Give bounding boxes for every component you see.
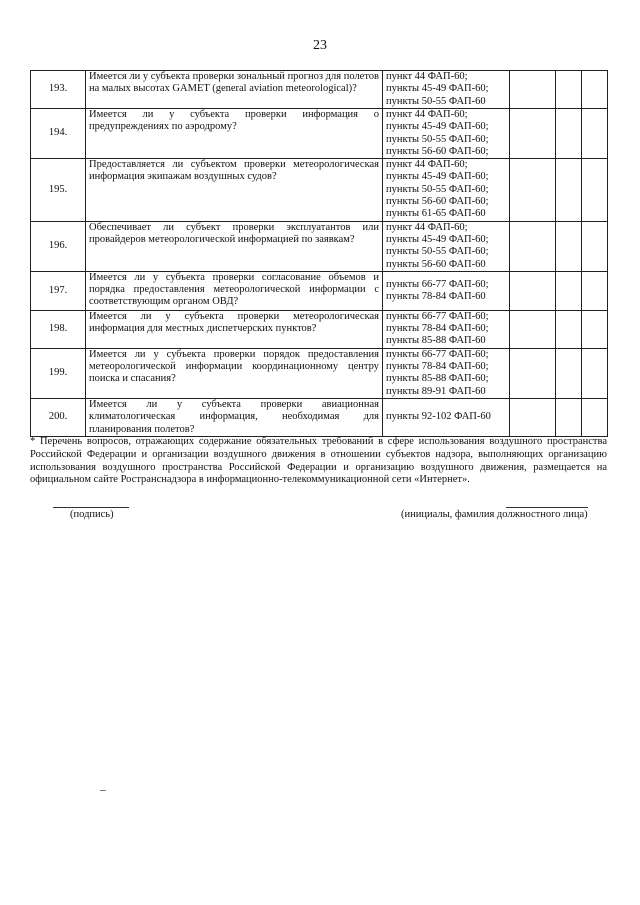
page-number: 23 <box>313 38 327 53</box>
requirement-refs: пункты 66-77 ФАП-60; пункты 78-84 ФАП-60; пункты 85-88 ФАП-60 <box>383 310 510 348</box>
question-text: Имеется ли у субъекта проверки метеорологическая информация для местных диспетчерских пунктов? <box>86 310 383 348</box>
answer-yes-cell[interactable] <box>510 310 556 348</box>
answer-no-cell[interactable] <box>556 310 582 348</box>
signature-line <box>53 507 129 508</box>
answer-yes-cell[interactable] <box>510 271 556 310</box>
table-row <box>31 399 608 437</box>
answer-na-cell[interactable] <box>582 310 608 348</box>
table-row <box>31 221 608 271</box>
row-number: 197. <box>31 271 86 310</box>
row-number: 198. <box>31 310 86 348</box>
requirement-refs: пункты 92-102 ФАП-60 <box>383 399 510 437</box>
answer-no-cell[interactable] <box>556 71 582 109</box>
requirement-refs: пункт 44 ФАП-60; пункты 45-49 ФАП-60; пункты 50-55 ФАП-60; пункты 56-60 ФАП-60; пункты 61-65 ФАП-60 <box>383 159 510 221</box>
answer-na-cell[interactable] <box>582 348 608 398</box>
answer-na-cell[interactable] <box>582 271 608 310</box>
answer-yes-cell[interactable] <box>510 71 556 109</box>
answer-na-cell[interactable] <box>582 71 608 109</box>
requirement-refs: пункт 44 ФАП-60; пункты 45-49 ФАП-60; пункты 50-55 ФАП-60; пункты 56-60 ФАП-60 <box>383 221 510 271</box>
answer-na-cell[interactable] <box>582 159 608 221</box>
name-caption: (инициалы, фамилия должностного лица) <box>401 509 588 520</box>
footnote: * Перечень вопросов, отражающих содержание обязательных требований в сфере использования воздушного пространства Российской Федерации и организации воздушного движения в отношении субъектов надзора, выполняющих организацию использования воздушного пространства Российской Федерации и организацию воздушного движения, размещается на официальном сайте Ространснадзора в информационно-телекоммуникационной сети «Интернет». <box>30 436 607 486</box>
answer-yes-cell[interactable] <box>510 399 556 437</box>
row-number: 199. <box>31 348 86 398</box>
requirement-refs: пункт 44 ФАП-60; пункты 45-49 ФАП-60; пункты 50-55 ФАП-60 <box>383 71 510 109</box>
name-line <box>506 507 588 508</box>
answer-no-cell[interactable] <box>556 348 582 398</box>
question-text: Предоставляется ли субъектом проверки метеорологическая информация экипажам воздушных судов? <box>86 159 383 221</box>
answer-yes-cell[interactable] <box>510 159 556 221</box>
table-row <box>31 348 608 398</box>
row-number: 193. <box>31 71 86 109</box>
table-row <box>31 159 608 221</box>
question-text: Имеется ли у субъекта проверки авиационная климатологическая информация, необходимая для планирования полетов? <box>86 399 383 437</box>
answer-yes-cell[interactable] <box>510 221 556 271</box>
answer-no-cell[interactable] <box>556 159 582 221</box>
table-row <box>31 109 608 159</box>
requirement-refs: пункты 66-77 ФАП-60; пункты 78-84 ФАП-60 <box>383 271 510 310</box>
answer-no-cell[interactable] <box>556 221 582 271</box>
question-text: Имеется ли у субъекта проверки зональный прогноз для полетов на малых высотах GAMET (general aviation meteorological)? <box>86 71 383 109</box>
checklist-table <box>30 70 608 437</box>
question-text: Имеется ли у субъекта проверки информация о предупреждениях по аэродрому? <box>86 109 383 159</box>
answer-yes-cell[interactable] <box>510 348 556 398</box>
table-row <box>31 271 608 310</box>
answer-na-cell[interactable] <box>582 221 608 271</box>
answer-no-cell[interactable] <box>556 399 582 437</box>
answer-na-cell[interactable] <box>582 399 608 437</box>
answer-no-cell[interactable] <box>556 271 582 310</box>
row-number: 200. <box>31 399 86 437</box>
requirement-refs: пункт 44 ФАП-60; пункты 45-49 ФАП-60; пункты 50-55 ФАП-60; пункты 56-60 ФАП-60; <box>383 109 510 159</box>
row-number: 194. <box>31 109 86 159</box>
table-row <box>31 310 608 348</box>
answer-yes-cell[interactable] <box>510 109 556 159</box>
table-row <box>31 71 608 109</box>
question-text: Имеется ли у субъекта проверки порядок предоставления метеорологической информации координационному центру поиска и спасания? <box>86 348 383 398</box>
question-text: Имеется ли у субъекта проверки согласование объемов и порядка предоставления метеорологической информации с соответствующим органом ОВД? <box>86 271 383 310</box>
row-number: 195. <box>31 159 86 221</box>
answer-no-cell[interactable] <box>556 109 582 159</box>
question-text: Обеспечивает ли субъект проверки эксплуатантов или провайдеров метеорологической информацией по заявкам? <box>86 221 383 271</box>
row-number: 196. <box>31 221 86 271</box>
signature-caption: (подпись) <box>70 509 114 520</box>
answer-na-cell[interactable] <box>582 109 608 159</box>
stray-mark <box>100 790 106 791</box>
requirement-refs: пункты 66-77 ФАП-60; пункты 78-84 ФАП-60; пункты 85-88 ФАП-60; пункты 89-91 ФАП-60 <box>383 348 510 398</box>
